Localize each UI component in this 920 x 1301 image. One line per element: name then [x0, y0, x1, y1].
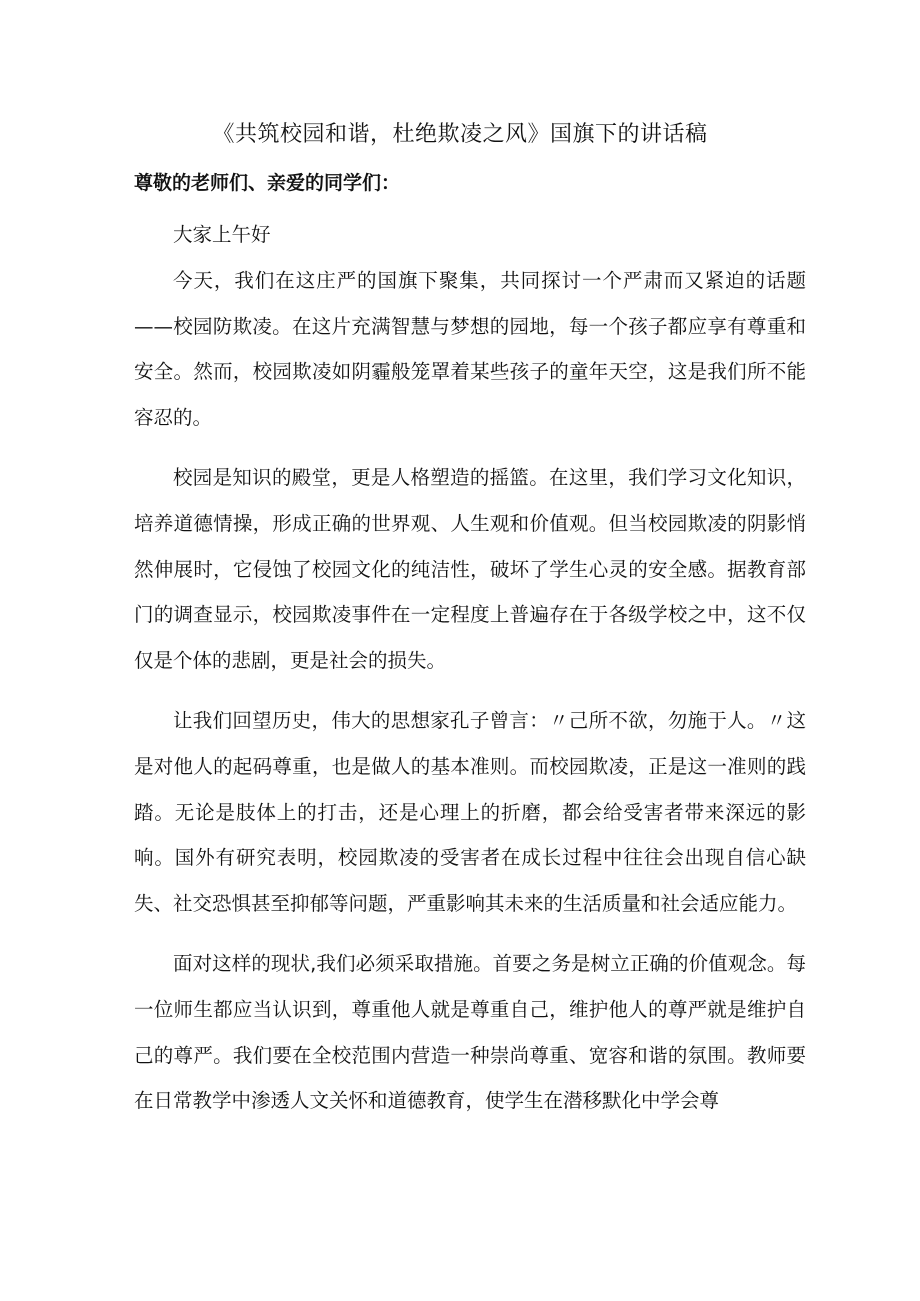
- paragraph: 校园是知识的殿堂，更是人格塑造的摇篮。在这里，我们学习文化知识，培养道德情操，形成正确的世界观、人生观和价值观。但当校园欺凌的阴影悄然伸展时，它侵蚀了校园文化的纯洁性，破坏了学生心灵的安全感。据教育部门的调查显示，校园欺凌事件在一定程度上普遍存在于各级学校之中，这不仅仅是个体的悲剧，更是社会的损失。: [134, 465, 806, 673]
- paragraph-greeting: 大家上午好: [173, 223, 271, 246]
- document-body: [134, 212, 806, 1124]
- salutation: 尊敬的老师们、亲爱的同学们：: [134, 172, 401, 194]
- paragraph: 面对这样的现状,我们必须采取措施。首要之务是树立正确的价值观念。每一位师生都应当认识到，尊重他人就是尊重自己，维护他人的尊严就是维护自己的尊严。我们要在全校范围内营造一种崇尚尊重、宽容和谐的氛围。教师要在日常教学中渗透人文关怀和道德教育，使学生在潜移默化中学会尊: [134, 951, 806, 1113]
- paragraph: 让我们回望历史，伟大的思想家孔子曾言：〃己所不欲，勿施于人。〃这是对他人的起码尊重，也是做人的基本准则。而校园欺凌，正是这一准则的践踏。无论是肢体上的打击，还是心理上的折磨，都会给受害者带来深远的影响。国外有研究表明，校园欺凌的受害者在成长过程中往往会出现自信心缺失、社交恐惧甚至抑郁等问题，严重影响其未来的生活质量和社会适应能力。: [134, 708, 806, 916]
- paragraph: 今天，我们在这庄严的国旗下聚集，共同探讨一个严肃而又紧迫的话题——校园防欺凌。在这片充满智慧与梦想的园地，每一个孩子都应享有尊重和安全。然而，校园欺凌如阴霾般笼罩着某些孩子的童年天空，这是我们所不能容忍的。: [134, 268, 806, 430]
- document-title: 《共筑校园和谐，杜绝欺凌之风》国旗下的讲话稿: [212, 122, 708, 147]
